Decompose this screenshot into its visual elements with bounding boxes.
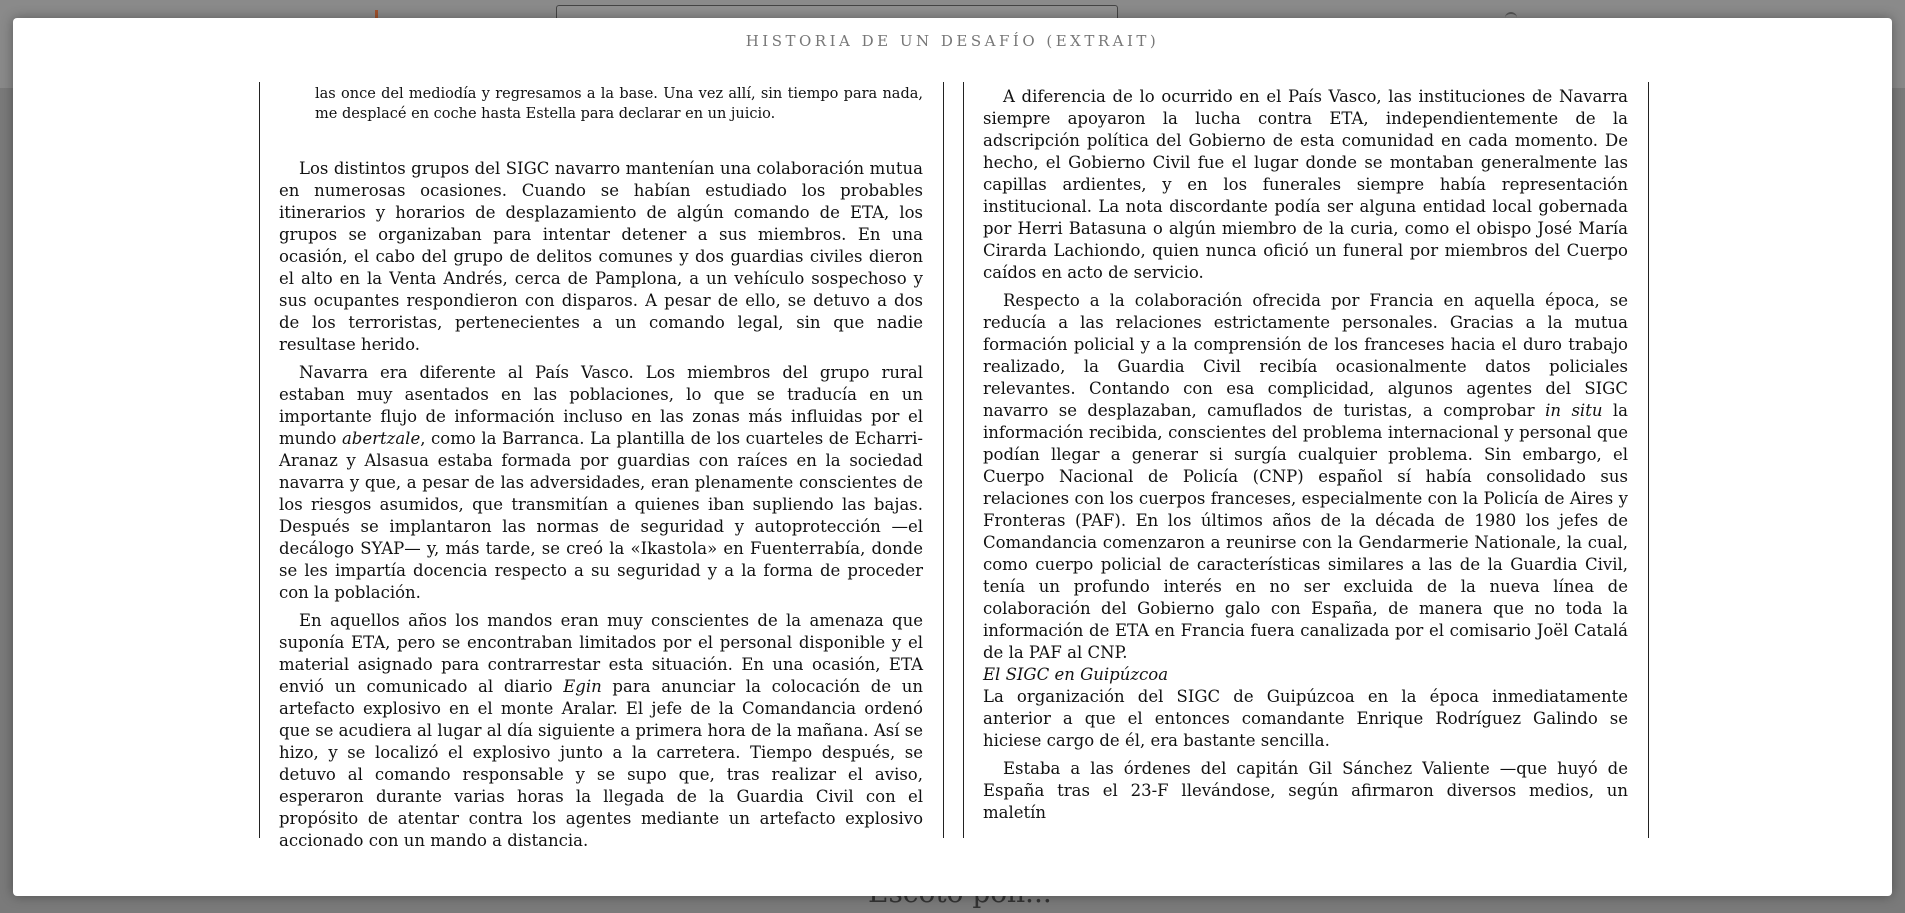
section-heading: El SIGC en Guipúzcoa [983, 665, 1169, 684]
quote-block: las once del mediodía y regresamos a la base. Una vez allí, sin tiempo para nada, me desplacé en coche hasta Estella para declarar en un juicio. [315, 86, 923, 122]
paragraph: En aquellos años los mandos eran muy conscientes de la amenaza que suponía ETA, pero se encontraban limitados por el personal disponible y el material asignado para contrarrestar esta situación. En una ocasión, ETA envió un comunicado al diario Egin para anunciar la colocación de un artefacto explosivo en el monte Aralar. El jefe de la Comandancia ordenó que se acudiera al lugar al día siguiente a primera hora de la mañana. Así se hizo, y se localizó el explosivo junto a la carretera. Tiempo después, se detuvo al comando responsable y se supo que, tras realizar el aviso, esperaron durante varias horas la llegada de la Guardia Civil con el propósito de atentar contra los agentes mediante un artefacto explosivo accionado con un mando a distancia. [279, 611, 923, 850]
paragraph: A diferencia de lo ocurrido en el País Vasco, las instituciones de Navarra siempre apoyaron la lucha contra ETA, independientemente de la adscripción política del Gobierno de esta comunidad en cada momento. De hecho, el Gobierno Civil fue el lugar donde se montaban generalmente las capillas ardientes, y en los funerales siempre había representación institucional. La nota discordante podía ser alguna entidad local gobernada por Herri Batasuna o algún miembro de la curia, como el obispo José María Cirarda Lachiondo, quien nunca ofició un funeral por miembros del Cuerpo caídos en acto de servicio. [983, 87, 1628, 282]
modal-title: HISTORIA DE UN DESAFÍO (EXTRAIT) [745, 32, 1160, 50]
paragraph: Respecto a la colaboración ofrecida por Francia en aquella época, se reducía a las relaciones estrictamente personales. Gracias a la mutua formación policial y a la comprensión de los franceses hacia el duro trabajo realizado, la Guardia Civil recibía ocasionalmente datos policiales relevantes. Contando con esa complicidad, algunos agentes del SIGC navarro se desplazaban, camuflados de turistas, a comprobar in situ la información recibida, conscientes del problema internacional y personal que podían llegar a generar si surgía cualquier problema. Sin embargo, el Cuerpo Nacional de Policía (CNP) español sí había consolidado sus relaciones con los cuerpos franceses, especialmente con la Policía de Aires y Fronteras (PAF). En los últimos años de la década de 1980 los jefes de Comandancia comenzaron a reunirse con la Gendarmerie Nationale, la cual, como cuerpo policial de características similares a las de la Guardia Civil, tenía un profundo interés en no ser excluida de la nueva línea de colaboración del Gobierno galo con España, de manera que no toda la información de ETA en Francia fuera canalizada por el comisario Joël Catalá de la PAF al CNP. [983, 291, 1629, 662]
book-preview-modal[interactable] [13, 18, 1892, 896]
paragraph: La organización del SIGC de Guipúzcoa en la época inmediatamente anterior a que el entonces comandante Enrique Rodríguez Galindo se hiciese cargo de él, era bastante sencilla. [983, 687, 1628, 750]
right-page-text [983, 82, 1628, 824]
right-page [963, 82, 1649, 838]
paragraph: Estaba a las órdenes del capitán Gil Sánchez Valiente —que huyó de España tras el 23-F llevándose, según afirmaron diversos medios, un maletín [983, 759, 1628, 822]
left-page-text [279, 82, 923, 852]
paragraph: Navarra era diferente al País Vasco. Los miembros del grupo rural estaban muy asentados en las poblaciones, lo que se traducía en un importante flujo de información incluso en las zonas más influidas por el mundo abertzale, como la Barranca. La plantilla de los cuarteles de Echarri-Aranaz y Alsasua estaba formada por guardias con raíces en la sociedad navarra y que, a pesar de las adversidades, eran plenamente conscientes de los riesgos asumidos, que transmitían a quienes iban supliendo las bajas. Después se implantaron las normas de seguridad y autoprotección —el decálogo SYAP— y, más tarde, se creó la «Ikastola» en Fuenterrabía, donde se les impartía docencia respecto a su seguridad y a la forma de proceder con la población. [279, 363, 923, 602]
paragraph: Los distintos grupos del SIGC navarro mantenían una colaboración mutua en numerosas ocasiones. Cuando se habían estudiado los probables itinerarios y horarios de desplazamiento de algún comando de ETA, los grupos se organizaban para intentar detener a sus miembros. En una ocasión, el cabo del grupo de delitos comunes y dos guardias civiles dieron el alto en la Venta Andrés, cerca de Pamplona, a un vehículo sospechoso y sus ocupantes respondieron con disparos. A pesar de ello, se detuvo a dos de los terroristas, pertenecientes a un comando legal, sin que nadie resultase herido. [279, 159, 923, 354]
left-page [259, 82, 944, 850]
